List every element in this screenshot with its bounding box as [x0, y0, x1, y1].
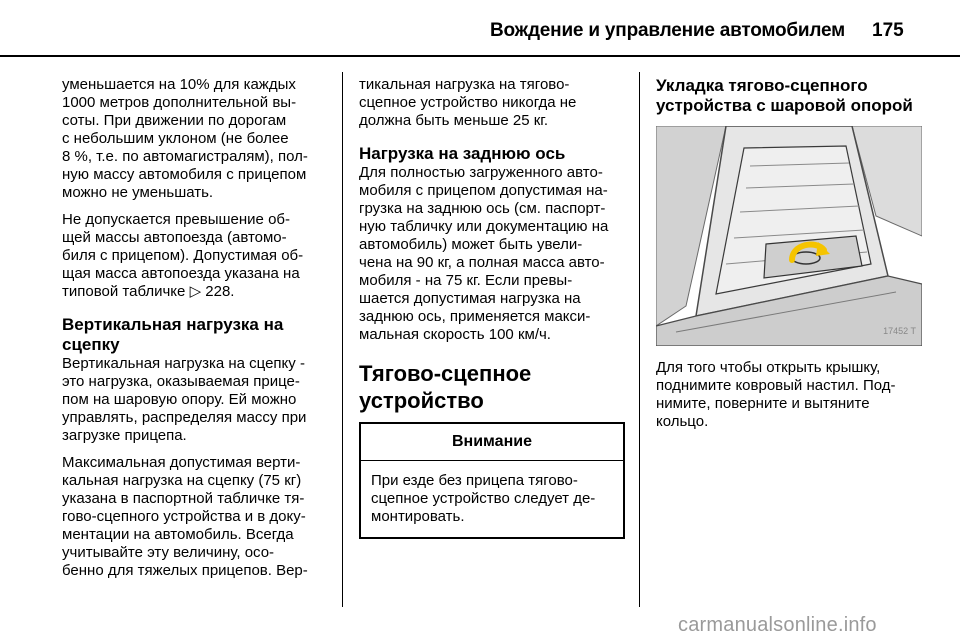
paragraph-text: Не допускается превышение об- щей массы автопоезда (автомо- биля с прицепом). Допустимая об- щая масса автопоезда указана на типовой табличке [62, 211, 304, 300]
section-heading-vertical-load: Вертикальная нагрузка на сцепку [62, 315, 284, 354]
trunk-floor-drawing [656, 126, 922, 346]
warning-text: При езде без прицепа тягово- сцепное устройство следует де- монтировать. [371, 472, 596, 525]
page-ref-arrow-icon: ▷ [189, 283, 206, 300]
paragraph: уменьшается на 10% для каждых 1000 метров дополнительной вы- соты. При движении по дорогам с небольшим уклоном (не более 8 %, т.е. по автомагистралям), пол- ную массу автомобиля с прицепом можно не уменьшать. [62, 76, 308, 201]
column-divider-1 [342, 72, 343, 607]
page-number: 175 [872, 20, 904, 41]
paragraph: Вертикальная нагрузка на сцепку - это нагрузка, оказываемая прице- пом на шаровую опору. Ей можно управлять, распределяя массу при загрузке прицепа. [62, 355, 307, 444]
section-heading-rear-axle: Нагрузка на заднюю ось [359, 144, 566, 163]
trunk-floor-illustration [656, 126, 922, 346]
watermark-text: carmanualsonline.info [678, 614, 877, 636]
column-3 [656, 76, 932, 440]
column-divider-2 [639, 72, 640, 607]
header-divider [0, 55, 960, 57]
column-2 [359, 76, 625, 539]
figure-id: 17452 T [883, 326, 916, 336]
warning-box [359, 422, 625, 539]
section-heading-stowage: Укладка тягово-сцепного устройства с шаровой опорой [656, 76, 913, 115]
paragraph [62, 211, 334, 301]
section-heading-towing: Тягово-сцепное устройство [359, 361, 532, 413]
paragraph: Для того чтобы открыть крышку, поднимите ковровый настил. Под- нимите, поверните и вытяните кольцо. [656, 359, 896, 430]
column-1 [62, 76, 334, 589]
page-ref-link[interactable]: 228. [205, 283, 235, 300]
paragraph: Для полностью загруженного авто- мобиля с прицепом допустимая на- грузка на заднюю ось (см. паспорт- ную табличку или документацию на автомобиль) может быть увели- чена на 90 кг, а полная масса авто- мобиля - на 75 кг. Если превы- шается допустимая нагрузка на заднюю ось, применяется макси- мальная скорость 100 км/ч. [359, 164, 609, 343]
paragraph: тикальная нагрузка на тягово- сцепное устройство никогда не должна быть меньше 25 кг. [359, 76, 577, 129]
warning-title: Внимание [361, 424, 623, 461]
page-header-title: Вождение и управление автомобилем [490, 20, 845, 41]
paragraph: Максимальная допустимая верти- кальная нагрузка на сцепку (75 кг) указана в паспортной табличке тя- гово-сцепного устройства и в доку- ментации на автомобиль. Всегда учитывайте эту величину, осо- бенно для тяжелых прицепов. Вер- [62, 454, 308, 579]
